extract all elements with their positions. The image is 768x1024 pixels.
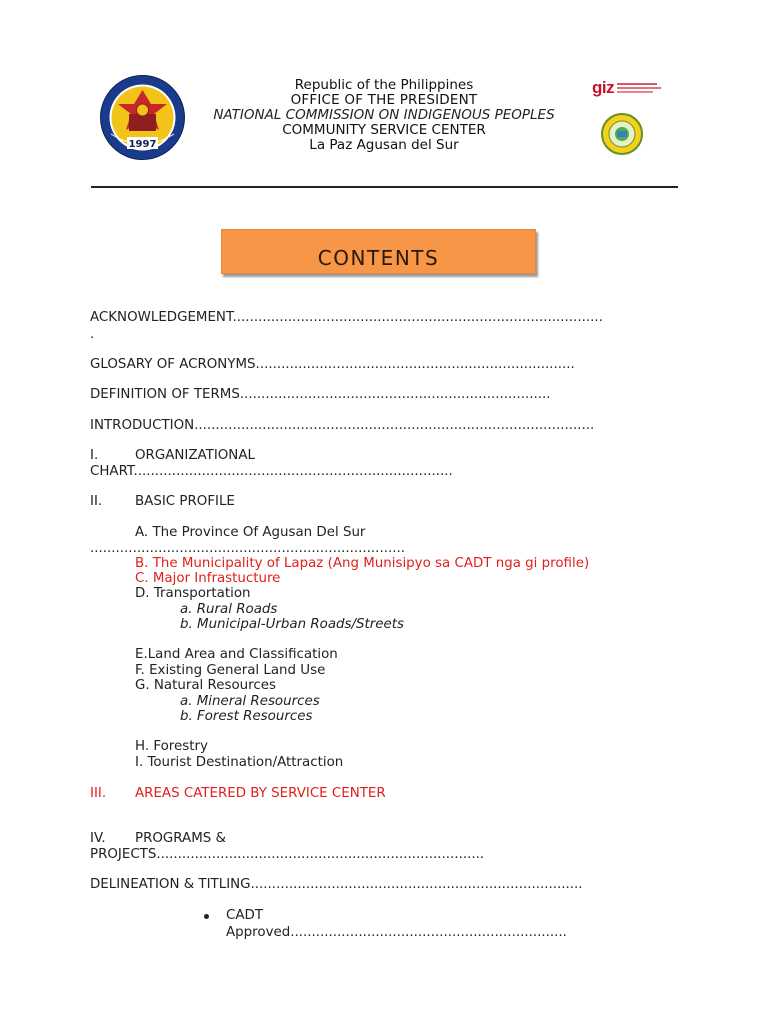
toc-item-f: F. Existing General Land Use (135, 663, 326, 678)
seal-year: 1997 (128, 139, 157, 150)
toc-acknowledgement: ACKNOWLEDGEMENT....................................................................................... (90, 310, 603, 325)
toc-section1-cont: CHART........................................................................... (90, 464, 453, 479)
toc-section4-title: PROGRAMS & (135, 831, 226, 846)
toc-item-b: B. The Municipality of Lapaz (Ang Munisipyo sa CADT nga gi profile) (135, 556, 590, 571)
toc-item-h: H. Forestry (135, 739, 208, 754)
header-republic: Republic of the Philippines (294, 77, 474, 93)
toc-section4-cont: PROJECTS............................................................................. (90, 847, 485, 862)
header-divider (91, 186, 678, 188)
toc-item-g: G. Natural Resources (135, 678, 276, 693)
toc-bullet-cadt: CADT (226, 908, 264, 923)
toc-item-d-b: b. Municipal-Urban Roads/Streets (180, 617, 405, 632)
header-location: La Paz Agusan del Sur (309, 137, 459, 153)
bullet-dot (204, 914, 209, 919)
contents-title: CONTENTS (317, 246, 440, 270)
toc-item-a-dots: .......................................................................... (90, 541, 405, 556)
toc-delineation: DELINEATION & TITLING.............................................................................. (90, 877, 583, 892)
toc-section4-number: IV. (90, 831, 106, 846)
contents-banner (221, 229, 536, 274)
header-center: COMMUNITY SERVICE CENTER (282, 122, 486, 138)
toc-section1-number: I. (90, 448, 99, 463)
toc-item-i: I. Tourist Destination/Attraction (135, 755, 344, 770)
toc-item-d-a: a. Rural Roads (180, 602, 278, 617)
giz-logo-text: giz (592, 78, 615, 97)
toc-section3-number: III. (90, 786, 107, 801)
toc-section1-title: ORGANIZATIONAL (135, 448, 255, 463)
toc-section3-title: AREAS CATERED BY SERVICE CENTER (135, 786, 386, 801)
toc-item-g-b: b. Forest Resources (180, 709, 313, 724)
toc-section2-number: II. (90, 494, 103, 509)
toc-section2-title: BASIC PROFILE (135, 494, 235, 509)
toc-terms: DEFINITION OF TERMS......................................................................... (90, 387, 551, 402)
toc-item-e: E.Land Area and Classification (135, 647, 338, 662)
document-header (0, 78, 768, 153)
toc-item-a: A. The Province Of Agusan Del Sur (135, 525, 366, 540)
toc-item-c: C. Major Infrastucture (135, 571, 281, 586)
header-office: OFFICE OF THE PRESIDENT (290, 92, 478, 108)
toc-acronyms: GLOSARY OF ACRONYMS........................................................................... (90, 357, 575, 372)
toc-introduction: INTRODUCTION.............................................................................................. (90, 418, 595, 433)
toc-bullet-cadt-cont: Approved................................................................. (226, 925, 567, 940)
toc-item-g-a: a. Mineral Resources (180, 694, 320, 709)
header-commission: NATIONAL COMMISSION ON INDIGENOUS PEOPLES (213, 107, 555, 123)
toc-item-d: D. Transportation (135, 586, 251, 601)
toc-acknowledgement-cont: . (90, 327, 95, 342)
